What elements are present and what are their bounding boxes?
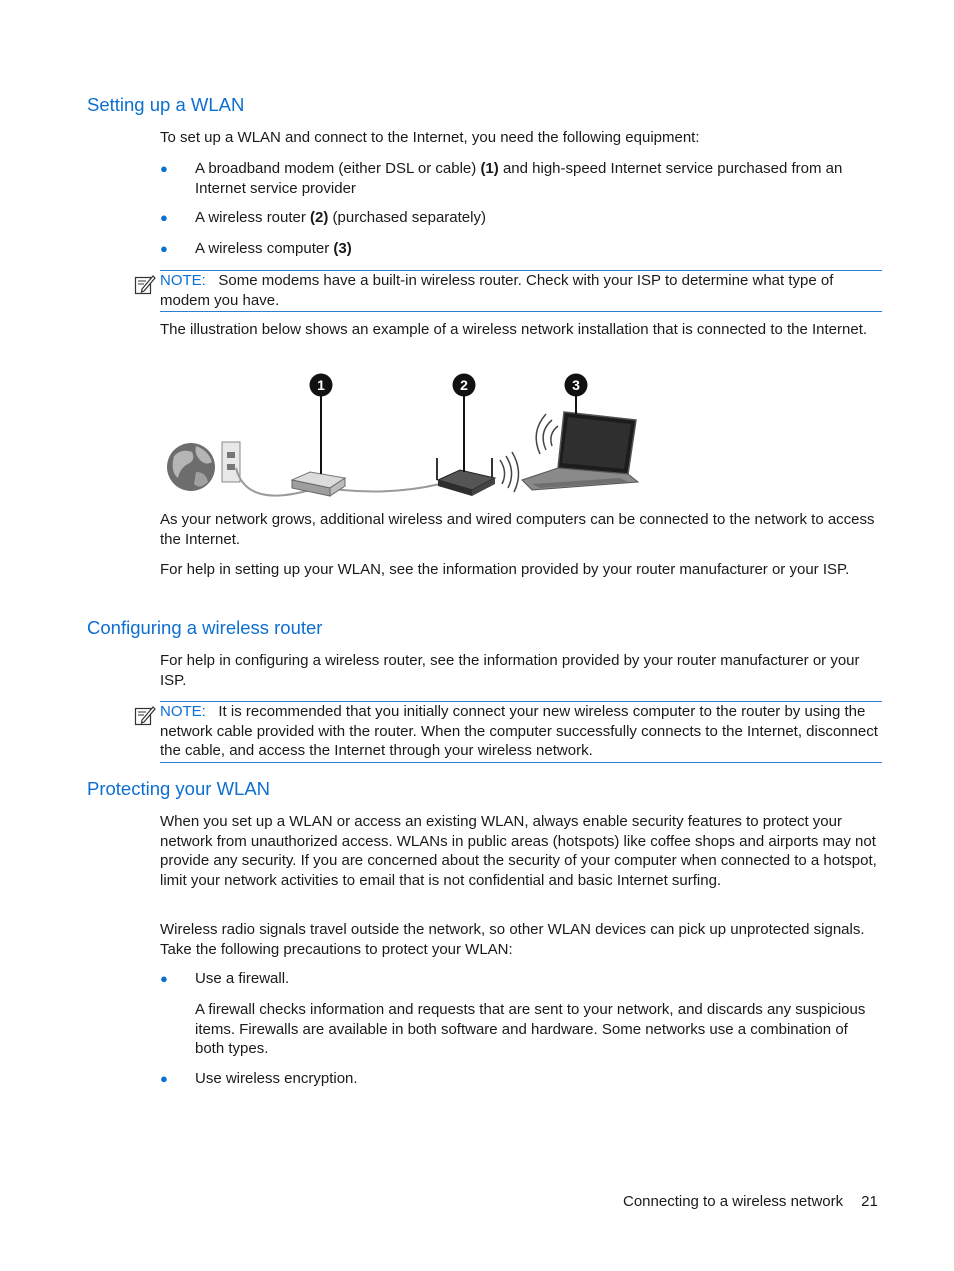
wlan-intro: To set up a WLAN and connect to the Internet, you need the following equipment: xyxy=(160,129,700,146)
heading-configuring-router: Configuring a wireless router xyxy=(87,617,323,638)
firewall-description: A firewall checks information and requests that are sent to your network, and discards any suspicious items. Firewalls are available in both software and hardware. Some networks use a combination of both types. xyxy=(195,1001,866,1057)
globe-icon xyxy=(167,443,215,491)
network-illustration xyxy=(160,368,650,508)
laptop-icon xyxy=(522,412,638,490)
protect-paragraph-1: When you set up a WLAN or access an existing WLAN, always enable security features to protect your network from unauthorized access. WLANs in public areas (hotspots) like coffee shops and airports may not provide any security. If you are concerned about the security of your computer when connected to a hotspot, limit your network activities to email that is not confidential and basic Internet surfing. xyxy=(160,813,877,889)
note-pencil-icon xyxy=(134,704,156,726)
note-box-router xyxy=(160,701,882,763)
illustration-intro: The illustration below shows an example of a wireless network installation that is connected to the Internet. xyxy=(160,321,868,338)
bullet-icon: ● xyxy=(160,1071,168,1086)
bullet-text: A wireless router (2) (purchased separately) xyxy=(195,209,486,226)
bullet-text: Use a firewall. xyxy=(195,970,290,987)
note-pencil-icon xyxy=(134,273,156,295)
bullet-icon: ● xyxy=(160,971,168,986)
help-text: For help in setting up your WLAN, see the information provided by your router manufacturer or your ISP. xyxy=(160,561,850,578)
heading-setting-up-wlan: Setting up a WLAN xyxy=(87,94,245,115)
router-help-text: For help in configuring a wireless router, see the information provided by your router manufacturer or your ISP. xyxy=(160,652,860,689)
heading-protecting-wlan: Protecting your WLAN xyxy=(87,778,271,799)
callout-1 xyxy=(310,374,333,475)
note-label: NOTE: xyxy=(160,272,206,289)
callout-label-3: 3 xyxy=(572,377,580,393)
note-box-modem xyxy=(160,270,882,312)
bullet-text: A wireless computer (3) xyxy=(195,240,352,257)
page-footer xyxy=(623,1192,878,1212)
note-label: NOTE: xyxy=(160,703,206,720)
callout-2 xyxy=(453,374,476,473)
note-text: Some modems have a built-in wireless router. Check with your ISP to determine what type of modem you have. xyxy=(160,272,834,309)
bullet-icon: ● xyxy=(160,161,168,176)
bullet-icon: ● xyxy=(160,210,168,225)
callout-3 xyxy=(565,374,588,415)
page-number: 21 xyxy=(861,1193,878,1210)
callout-label-2: 2 xyxy=(460,377,468,393)
bullet-text: A broadband modem (either DSL or cable) (1) and high-speed Internet service purchased from an Internet service provider xyxy=(195,160,843,197)
note-text: It is recommended that you initially connect your new wireless computer to the router by using the network cable provided with the router. When the computer successfully connects to the Internet, disconnect the cable, and access the Internet through your wireless network. xyxy=(160,703,878,759)
protect-paragraph-2: Wireless radio signals travel outside the network, so other WLAN devices can pick up unprotected signals. Take the following precautions to protect your WLAN: xyxy=(160,921,865,958)
router-icon xyxy=(437,452,519,496)
bullet-text: Use wireless encryption. xyxy=(195,1070,358,1087)
network-grows-text: As your network grows, additional wireless and wired computers can be connected to the network to access the Internet. xyxy=(160,511,875,548)
bullet-icon: ● xyxy=(160,241,168,256)
wall-jack-icon xyxy=(222,442,240,482)
callout-label-1: 1 xyxy=(317,377,325,393)
footer-chapter: Connecting to a wireless network xyxy=(623,1193,844,1210)
